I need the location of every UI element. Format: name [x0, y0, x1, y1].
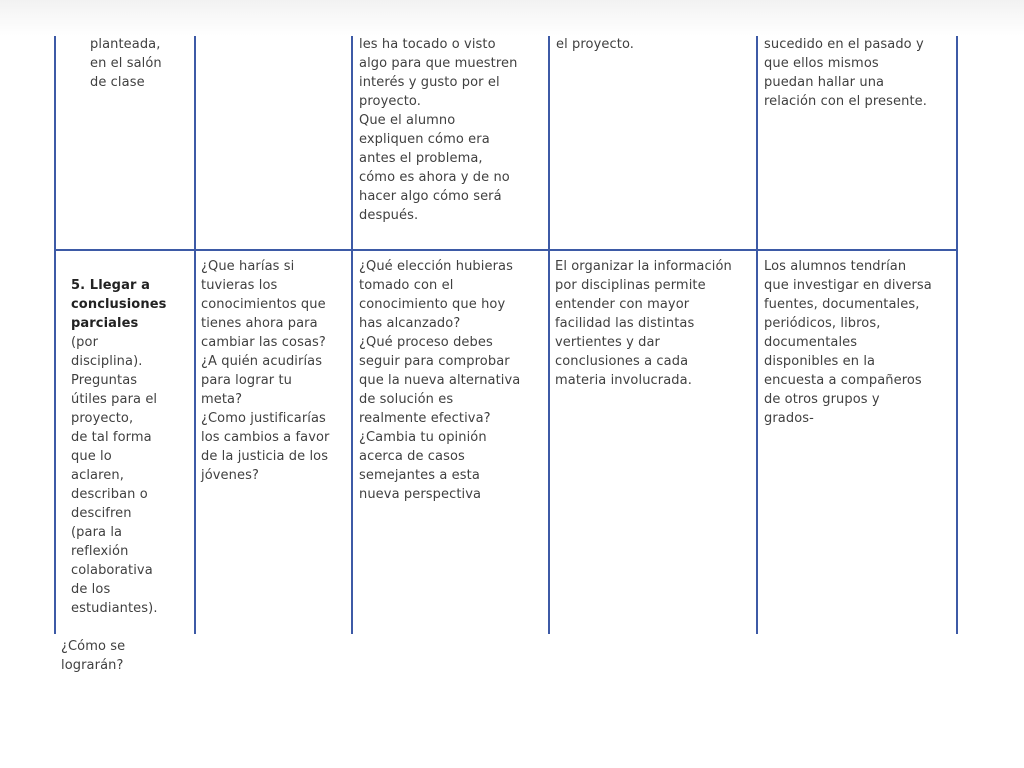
table-divider-2	[351, 36, 353, 634]
page-top-shadow	[0, 0, 1024, 36]
table-border-left	[54, 36, 56, 634]
row2-col1-cell	[61, 257, 191, 694]
table-divider-4	[756, 36, 758, 634]
table-border-right	[956, 36, 958, 634]
table-row-divider	[54, 249, 958, 251]
row1-col1-text: planteada, en el salón de clase	[90, 37, 162, 90]
row1-col4-text: el proyecto.	[556, 37, 635, 52]
row1-col3-text: les ha tocado o visto algo para que muestren interés y gusto por el proyecto. Que el alumno expliquen cómo era antes el problema, cómo es ahora y de no hacer algo cómo será después.	[359, 37, 518, 223]
table-divider-1	[194, 36, 196, 634]
row2-col3-text: ¿Qué elección hubieras tomado con el conocimiento que hoy has alcanzado? ¿Qué proceso debes seguir para comprobar que la nueva alternativa de solución es realmente efectiva? ¿Cambia tu opinión acerca de casos semejantes a esta nueva perspectiva	[359, 259, 521, 502]
document-table	[54, 36, 958, 673]
row2-col5-text: Los alumnos tendrían que investigar en diversa fuentes, documentales, periódicos, libros, documentales disponibles en la encuesta a compañeros de otros grupos y grados-	[764, 259, 932, 426]
row2-col1-question: ¿Cómo se lograrán?	[61, 639, 126, 673]
row2-col4-text: El organizar la información por disciplinas permite entender con mayor facilidad las distintas vertientes y dar conclusiones a cada materia involucrada.	[555, 259, 732, 388]
row1-col5-text: sucedido en el pasado y que ellos mismos puedan hallar una relación con el presente.	[764, 37, 927, 109]
row2-col1-body: (por disciplina). Preguntas útiles para el proyecto, de tal forma que lo aclaren, describan o descifren (para la reflexión colaborativa de los estudiantes).	[71, 335, 158, 616]
row2-col1-heading: 5. Llegar a conclusiones parciales	[71, 278, 167, 331]
row2-col2-text: ¿Que harías si tuvieras los conocimientos que tienes ahora para cambiar las cosas? ¿A quién acudirías para lograr tu meta? ¿Como justificarías los cambios a favor de la justicia de los jóvenes?	[201, 259, 330, 483]
table-divider-3	[548, 36, 550, 634]
